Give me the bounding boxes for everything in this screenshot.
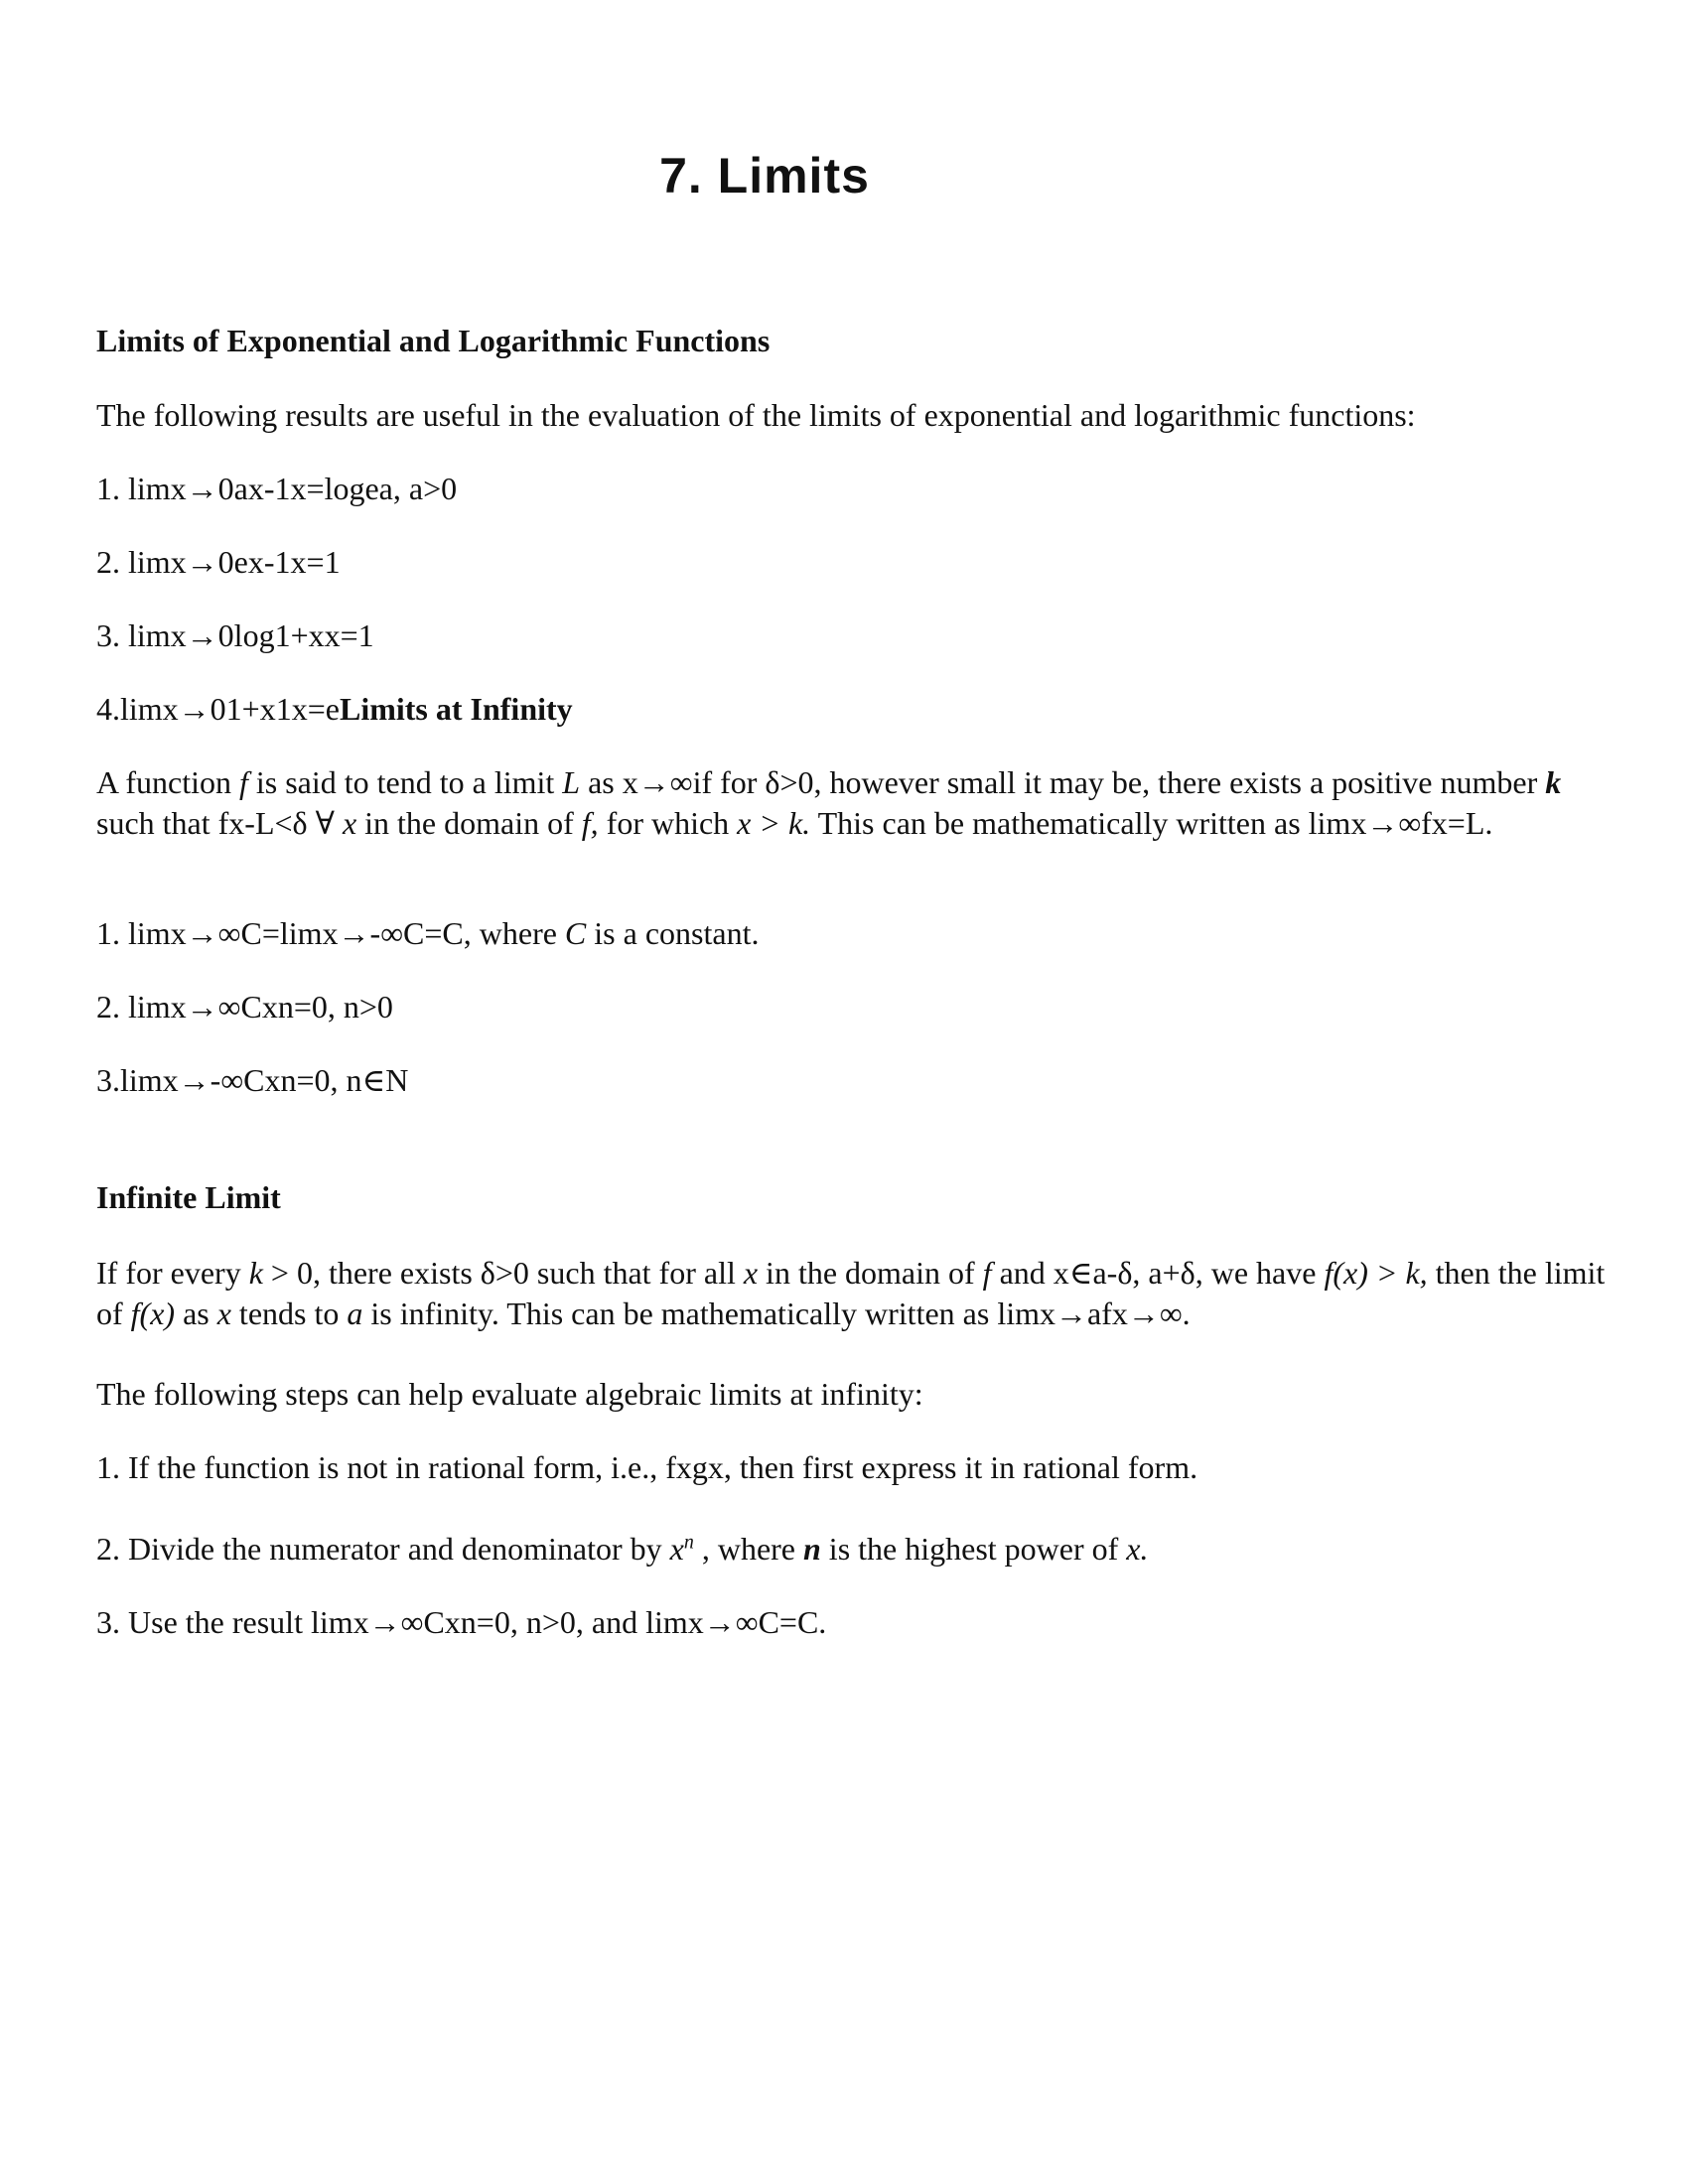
page-title: 7. Limits <box>659 148 870 204</box>
infinity-item-3: 3.limx→-∞Cxn=0, n∈N <box>96 1062 409 1098</box>
result-item-4-with-heading <box>96 689 1606 730</box>
section1-intro: The following results are useful in the evaluation of the limits of exponential and logarithmic functions: <box>96 397 1416 433</box>
section-heading-exponential-logarithmic: Limits of Exponential and Logarithmic Functions <box>96 323 771 358</box>
result-item-2: 2. limx→0ex-1x=1 <box>96 544 341 580</box>
result-item-3: 3. limx→0log1+xx=1 <box>96 617 374 653</box>
section-heading-limits-at-infinity: Limits at Infinity <box>339 691 573 727</box>
section-heading-infinite-limit: Infinite Limit <box>96 1179 281 1215</box>
infinity-item-2: 2. limx→∞Cxn=0, n>0 <box>96 989 393 1024</box>
limits-at-infinity-definition: A function f is said to tend to a limit L as x→∞if for δ>0, however small it may be, there exists a positive number k such that fx-L<δ ∀ x in the domain of f, for which x > k. This can be mathematically written as limx→∞fx=L. <box>96 764 1562 841</box>
result-item-1: 1. limx→0ax-1x=logea, a>0 <box>96 471 458 506</box>
infinity-item-1: 1. limx→∞C=limx→-∞C=C, where C is a constant. <box>96 915 760 951</box>
step-1: 1. If the function is not in rational form, i.e., fxgx, then first express it in rational form. <box>96 1449 1198 1485</box>
infinite-limit-definition: If for every k > 0, there exists δ>0 such that for all x in the domain of f and x∈a-δ, a+δ, we have f(x) > k, then the limit of f(x) as x tends to a is infinity. This can be mathematically written as limx→afx→∞. <box>96 1255 1606 1331</box>
step-3: 3. Use the result limx→∞Cxn=0, n>0, and limx→∞C=C. <box>96 1604 827 1640</box>
result-item-4: 4.limx→01+x1x=e <box>96 691 340 727</box>
step-2: 2. Divide the numerator and denominator by $x^n$ , where n is the highest power of x. <box>96 1531 1149 1567</box>
steps-intro: The following steps can help evaluate algebraic limits at infinity: <box>96 1376 923 1412</box>
